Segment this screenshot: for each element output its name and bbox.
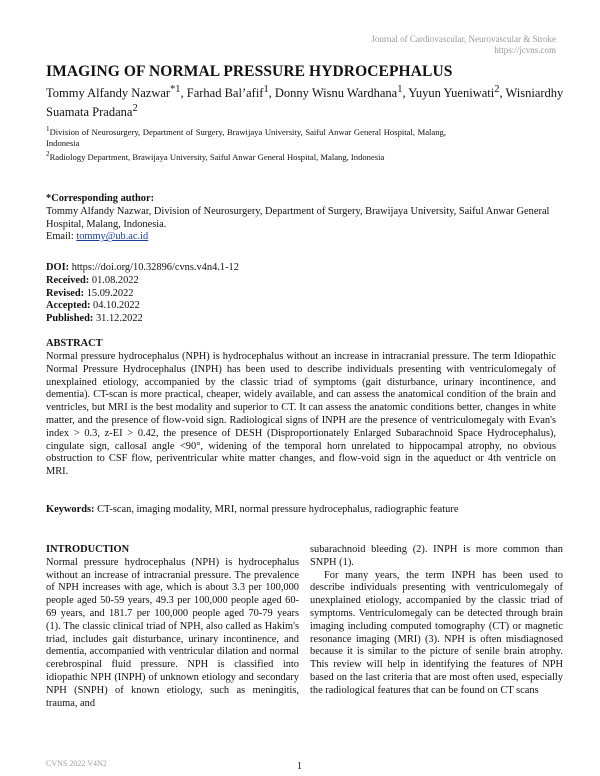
- keywords: [46, 504, 556, 517]
- accepted-date: 04.10.2022: [93, 300, 140, 312]
- received-label: Received:: [46, 274, 90, 286]
- author-separator: ,: [268, 86, 275, 101]
- doi-link[interactable]: https://doi.org/10.32896/cvns.v4n4.1-12: [71, 262, 239, 273]
- page-number: 1: [297, 761, 302, 772]
- author-separator: ,: [499, 86, 506, 101]
- revised-label: Revised:: [46, 287, 85, 299]
- author-affil-mark: 1: [263, 84, 269, 95]
- email-label: Email:: [46, 231, 77, 243]
- corresponding-author-block: [46, 193, 556, 244]
- author-list: [46, 82, 566, 120]
- affiliation-2: [46, 149, 446, 163]
- intro-paragraph: Normal pressure hydrocephalus (NPH) is hydrocephalus without an increase of intracranial pressure. The prevalence of NPH increases with age, which is about 3.3 per 100,000 people aged 50-59 years, 49.3 per 100,000 people aged 60-69 years, and 181.7 per 100,000 people aged 70-79 years (1). The classic clinical triad of NPH, also called as Hakim's triad, includes gait disturbance, urinary incontinence, and dementia, accompanied with ventricular dilation and normal cerebrospinal fluid pressure. NPH is classified into idiopathic NPH (INPH) of unknown etiology and secondary NPH (SNPH) of known etiology, such as meningitis, trauma, and: [46, 556, 299, 709]
- corresponding-email-line: [46, 231, 556, 244]
- intro-column-right: [310, 544, 563, 698]
- footer-journal-code: CVNS 2022 V4N2: [46, 759, 107, 768]
- accepted-label: Accepted:: [46, 300, 91, 312]
- abstract-heading: ABSTRACT: [46, 338, 103, 349]
- author-name: Yuyun Yueniwati: [408, 86, 495, 101]
- author-name: Wisniardhy Suamata Pradana: [46, 86, 564, 120]
- article-meta: [46, 262, 446, 326]
- author-affil-mark: *1: [170, 84, 181, 95]
- affiliation-1: [46, 124, 446, 150]
- corresponding-heading: *Corresponding author:: [46, 193, 155, 204]
- affiliation-text: Division of Neurosurgery, Department of Surgery, Brawijaya University, Saiful Anwar General Hospital, Malang, Indonesia: [46, 126, 446, 149]
- published-date: 31.12.2022: [95, 313, 143, 325]
- intro-paragraph: For many years, the term INPH has been used to describe individuals presenting with ventriculomegaly of unexplained etiology, accompanied by the classic triad of symptoms. Ventriculomegaly can be detected through brain imaging including computed tomography (CT) or magnetic resonance imaging (MRI) (3). NPH is often misdiagnosed because it is similar to the picture of senile brain atrophy. This review will help in identifying the features of NPH based on the last criteria that are most often used, especially the radiological features that can be found on CT scans: [310, 569, 563, 696]
- author-affil-mark: 1: [397, 84, 403, 95]
- author-separator: ,: [180, 86, 187, 101]
- introduction-heading: INTRODUCTION: [46, 544, 130, 555]
- affiliation-text: Radiology Department, Brawijaya University, Saiful Anwar General Hospital, Malang, Indonesia: [49, 151, 385, 162]
- journal-name: Journal of Cardiovascular, Neurovascular & Stroke: [371, 34, 556, 44]
- author-name: Tommy Alfandy Nazwar: [46, 86, 171, 101]
- intro-paragraph: subarachnoid bleeding (2). INPH is more common than SNPH (1).: [310, 544, 563, 568]
- abstract-text: Normal pressure hydrocephalus (NPH) is hydrocephalus without an increase in intracranial pressure. The term Idiopathic Normal Pressure Hydrocephalus (INPH) has been used to describe individuals presenting with ventriculomegaly of unexplained etiology, accompanied by the classic triad of symptoms (gait disturbance, urinary incontinence, and dementia). CT-scan is more practical, cheaper, widely available, and can assess the anatomical condition of the brain and ventricles, but MRI is the best modality and superior to CT. It can assess the anatomic conditions better, changes in white matter, and the presence of flow-void sign. Radiological signs of INPH are the presence of ventriculomegaly with Evan's index > 0.3, z-EI > 0.42, the presence of DESH (Disproportionately Enlarged Subarachnoid Space Hydrocephalus), cingulate sign, callosal angle <90°, widening of the temporal horn unrelated to hippocampal atrophy, no obvious obstruction to CSF flow, periventricular white matter changes, and flow-void sign in the aqueduct or 4th ventricle on MRI.: [46, 351, 556, 478]
- author-affil-mark: 2: [132, 103, 138, 115]
- affiliation-mark: 2: [46, 150, 50, 158]
- journal-url[interactable]: https://jcvns.com: [494, 45, 556, 55]
- author-affil-mark: 2: [494, 84, 500, 95]
- doi-label: DOI:: [46, 262, 70, 273]
- keywords-text: CT-scan, imaging modality, MRI, normal pressure hydrocephalus, radiographic feature: [97, 504, 459, 515]
- corresponding-text: Tommy Alfandy Nazwar, Division of Neurosurgery, Department of Surgery, Brawijaya University, Saiful Anwar General Hospital, Malang, Indonesia.: [46, 205, 550, 230]
- published-label: Published:: [46, 313, 94, 325]
- author-name: Farhad Bal’afif: [186, 86, 264, 101]
- author-name: Donny Wisnu Wardhana: [274, 86, 398, 101]
- intro-column-left: [46, 544, 299, 710]
- keywords-label: Keywords:: [46, 504, 95, 515]
- affiliation-mark: 1: [46, 125, 50, 133]
- revised-date: 15.09.2022: [86, 287, 134, 299]
- author-separator: ,: [402, 86, 409, 101]
- email-link[interactable]: tommy@ub.ac.id: [76, 231, 149, 243]
- paper-title: IMAGING OF NORMAL PRESSURE HYDROCEPHALUS: [46, 63, 453, 80]
- received-date: 01.08.2022: [91, 274, 139, 286]
